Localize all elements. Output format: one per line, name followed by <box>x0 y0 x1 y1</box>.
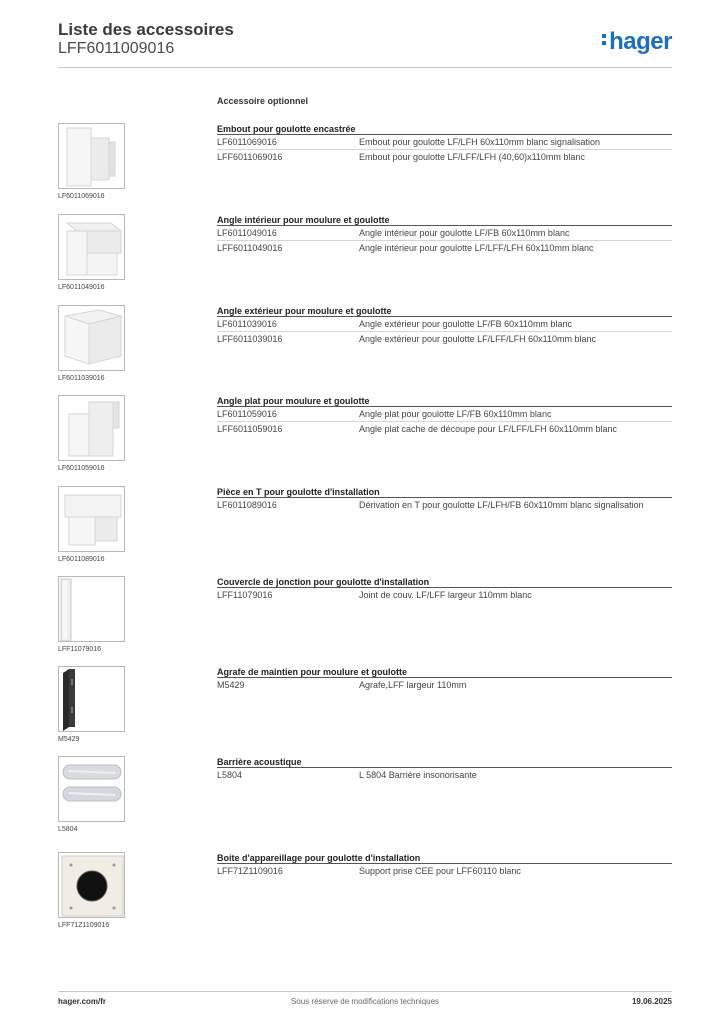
reference-cell: LFF11079016 <box>217 590 273 600</box>
group-title: Embout pour goulotte encastrée <box>217 123 672 135</box>
accessory-table <box>217 576 672 603</box>
footer-website-link[interactable]: hager.com/fr <box>58 997 107 1006</box>
reference-cell: LFF6011039016 <box>217 334 283 344</box>
group-title: Angle extérieur pour moulure et goulotte <box>217 305 672 317</box>
reference-cell: LFF6011049016 <box>217 243 283 253</box>
thumb-ref: LF6011089016 <box>58 556 105 563</box>
logo-dots-icon <box>602 34 608 48</box>
table-row <box>217 864 672 879</box>
end-cap-product-image <box>58 123 125 189</box>
description-cell: Angle plat pour goulotte LF/FB 60x110mm blanc <box>359 409 552 419</box>
description-cell: Angle extérieur pour goulotte LF/LFF/LFH 60x110mm blanc <box>359 334 596 344</box>
page-header <box>58 20 672 58</box>
reference-cell: LF6011069016 <box>217 137 277 147</box>
external-angle-product-image <box>58 305 125 371</box>
section-heading: Accessoire optionnel <box>217 96 309 106</box>
reference-cell: LF6011089016 <box>217 500 277 510</box>
reference-cell: LF6011039016 <box>217 319 277 329</box>
table-row <box>217 241 672 256</box>
thumb-ref: LF6011059016 <box>58 465 105 472</box>
table-row <box>217 407 672 422</box>
footer-disclaimer: Sous réserve de modifications techniques <box>290 997 440 1006</box>
thumb-ref: L5804 <box>58 826 78 833</box>
reference-cell: LFF71Z1109016 <box>217 866 283 876</box>
reference-cell: LFF6011069016 <box>217 152 283 162</box>
accessory-table <box>217 305 672 347</box>
tee-piece-product-image <box>58 486 125 552</box>
description-cell: Joint de couv. LF/LFF largeur 110mm blanc <box>359 590 532 600</box>
page-subtitle: LFF6011009016 <box>58 40 175 57</box>
group-title: Couvercle de jonction pour goulotte d'installation <box>217 576 672 588</box>
thumb-ref: LF6011039016 <box>58 375 105 382</box>
group-title: Barrière acoustique <box>217 756 672 768</box>
table-row <box>217 678 672 693</box>
footer-divider <box>58 991 672 992</box>
retaining-clip-product-image <box>58 666 125 732</box>
accessory-table <box>217 666 672 693</box>
footer-date: 19.06.2025 <box>631 997 672 1006</box>
accessory-table <box>217 395 672 437</box>
group-title: Angle plat pour moulure et goulotte <box>217 395 672 407</box>
reference-cell: LF6011049016 <box>217 228 277 238</box>
description-cell: Support prise CEE pour LFF60110 blanc <box>359 866 521 876</box>
table-row <box>217 588 672 603</box>
page-footer <box>58 997 672 1011</box>
thumb-ref: LFF71Z1109016 <box>58 922 110 929</box>
flat-angle-product-image <box>58 395 125 461</box>
table-row <box>217 332 672 347</box>
accessory-table <box>217 852 672 879</box>
page-title: Liste des accessoires <box>58 20 234 39</box>
description-cell: Angle intérieur pour goulotte LF/FB 60x110mm blanc <box>359 228 570 238</box>
device-box-product-image <box>58 852 125 918</box>
reference-cell: M5429 <box>217 680 245 690</box>
thumb-ref: LF6011049016 <box>58 284 105 291</box>
description-cell: Angle intérieur pour goulotte LF/LFF/LFH 60x110mm blanc <box>359 243 594 253</box>
accessory-table <box>217 123 672 165</box>
table-row <box>217 150 672 165</box>
thumb-ref: M5429 <box>58 736 80 743</box>
description-cell: Dérivation en T pour goulotte LF/LFH/FB 60x110mm blanc signalisation <box>359 500 644 510</box>
description-cell: Agrafe,LFF largeur 110mm <box>359 680 467 690</box>
table-row <box>217 422 672 437</box>
group-title: Agrafe de maintien pour moulure et goulotte <box>217 666 672 678</box>
thumb-ref: LF6011069016 <box>58 193 105 200</box>
group-title: Angle intérieur pour moulure et goulotte <box>217 214 672 226</box>
description-cell: L 5804 Barrière insonorisante <box>359 770 477 780</box>
table-row <box>217 226 672 241</box>
description-cell: Angle plat cache de découpe pour LF/LFF/LFH 60x110mm blanc <box>359 424 617 434</box>
reference-cell: LFF6011059016 <box>217 424 283 434</box>
internal-angle-product-image <box>58 214 125 280</box>
cover-joint-product-image <box>58 576 125 642</box>
acoustic-barrier-product-image <box>58 756 125 822</box>
description-cell: Angle extérieur pour goulotte LF/FB 60x110mm blanc <box>359 319 572 329</box>
table-row <box>217 768 672 783</box>
table-row <box>217 317 672 332</box>
logo-text: hager <box>609 28 672 55</box>
table-row <box>217 498 672 513</box>
group-title: Pièce en T pour goulotte d'installation <box>217 486 672 498</box>
reference-cell: LF6011059016 <box>217 409 277 419</box>
accessory-table <box>217 214 672 256</box>
group-title: Boite d'appareillage pour goulotte d'installation <box>217 852 672 864</box>
hager-logo[interactable] <box>602 28 672 56</box>
accessory-table <box>217 756 672 783</box>
accessory-table <box>217 486 672 513</box>
reference-cell: L5804 <box>217 770 243 780</box>
table-row <box>217 135 672 150</box>
description-cell: Embout pour goulotte LF/LFH 60x110mm blanc signalisation <box>359 137 600 147</box>
thumb-ref: LFF11079016 <box>58 646 102 653</box>
description-cell: Embout pour goulotte LF/LFF/LFH (40,60)x110mm blanc <box>359 152 585 162</box>
header-divider <box>58 67 672 68</box>
